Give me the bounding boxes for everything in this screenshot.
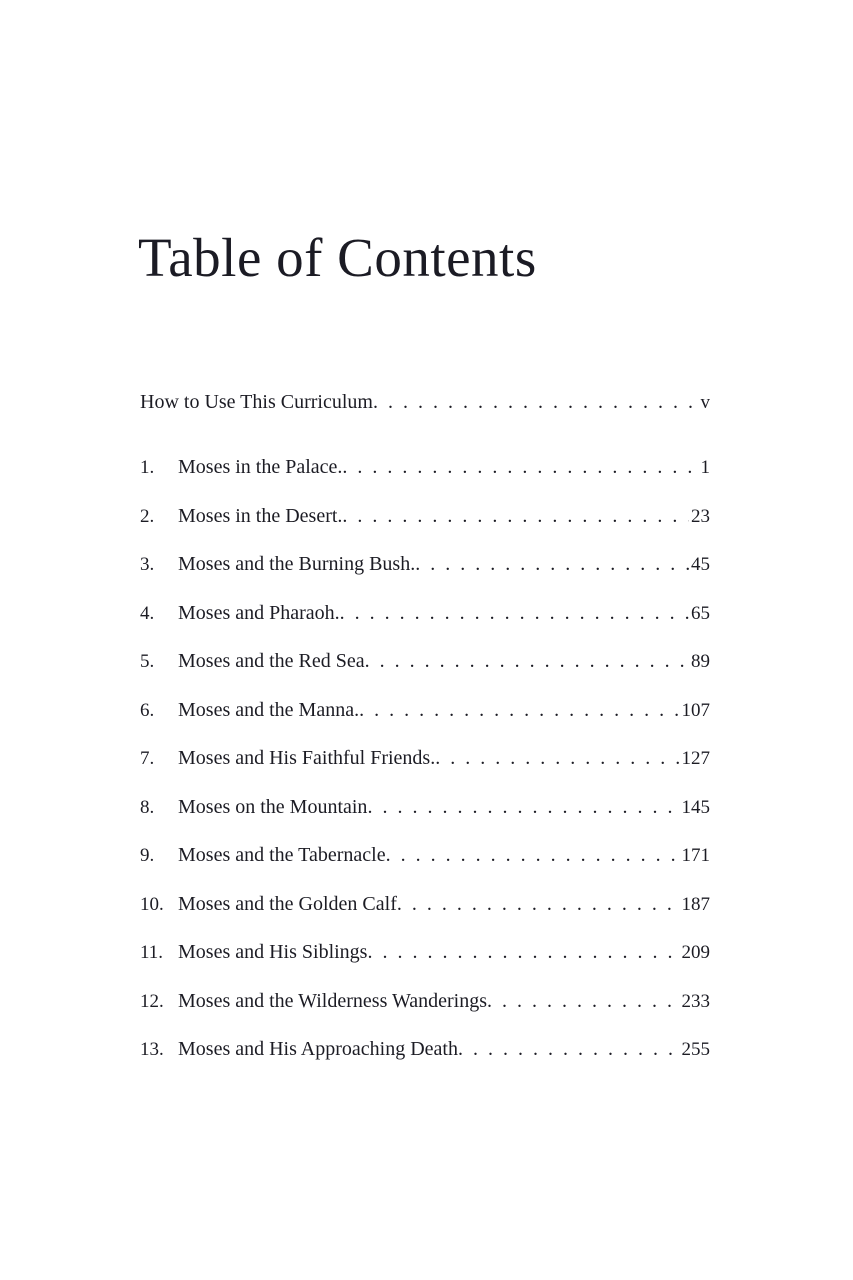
toc-page-number: 23 <box>691 505 710 527</box>
toc-row <box>140 893 710 916</box>
toc-entry-number: 11. <box>140 942 164 963</box>
toc-page-number: 107 <box>681 699 710 721</box>
toc-entry-number: 2. <box>140 505 155 527</box>
dot-leader <box>415 553 689 575</box>
dot-leader <box>367 941 679 963</box>
toc-row <box>140 747 710 770</box>
toc-entry-title: Moses and the Tabernacle <box>178 844 386 866</box>
toc-entry-title: Moses and His Faithful Friends. <box>178 747 436 769</box>
toc-page-number: 233 <box>681 990 710 1012</box>
toc-entry-number: 3. <box>140 554 155 575</box>
toc-entry-title: Moses and His Approaching Death <box>178 1038 458 1060</box>
dot-leader <box>342 456 696 478</box>
toc-page-number: 255 <box>681 1039 710 1060</box>
dot-leader <box>373 391 696 413</box>
dot-leader <box>386 844 680 866</box>
toc-entry-number: 6. <box>140 699 155 721</box>
toc-row <box>140 456 710 479</box>
dot-leader <box>342 505 689 527</box>
toc-entry-title: Moses and the Red Sea <box>178 650 365 672</box>
toc-row <box>140 941 710 964</box>
toc-entry-title: Moses and His Siblings <box>178 941 368 963</box>
toc-row <box>140 844 710 867</box>
dot-leader <box>340 602 689 624</box>
toc-entry-number: 5. <box>140 651 155 672</box>
toc-row <box>140 699 710 722</box>
toc-page-number: 65 <box>691 602 710 624</box>
toc-row <box>140 990 710 1013</box>
toc-entry-title: Moses and the Burning Bush. <box>178 553 416 575</box>
toc-page-number: 45 <box>691 554 710 575</box>
toc-entry-number: 10. <box>140 893 164 915</box>
dot-leader <box>397 893 680 915</box>
dot-leader <box>435 747 679 769</box>
table-of-contents <box>140 391 710 1087</box>
toc-row <box>140 505 710 528</box>
toc-page-number: 209 <box>681 942 710 963</box>
toc-entry-number: 8. <box>140 796 155 818</box>
toc-row <box>140 553 710 576</box>
toc-entry-title: Moses and the Golden Calf <box>178 892 397 915</box>
toc-row <box>140 1038 710 1061</box>
toc-entry-number: 9. <box>140 845 155 866</box>
toc-entry-number: 4. <box>140 602 155 624</box>
toc-page-number: 145 <box>681 796 710 818</box>
toc-entry-title: Moses and the Wilderness Wanderings <box>178 989 488 1012</box>
dot-leader <box>359 699 679 721</box>
toc-page-number: 1 <box>700 457 710 478</box>
toc-page-number: 89 <box>691 651 710 672</box>
page-title: Table of Contents <box>138 227 537 288</box>
toc-entry-number: 7. <box>140 748 155 769</box>
dot-leader <box>458 1038 680 1060</box>
toc-page-number: v <box>700 392 710 413</box>
toc-row-front-matter <box>140 391 710 414</box>
toc-row <box>140 796 710 819</box>
toc-entry-number: 13. <box>140 1039 164 1060</box>
toc-entry-number: 1. <box>140 457 155 478</box>
dot-leader <box>487 990 679 1012</box>
toc-page-number: 187 <box>681 893 710 915</box>
toc-entry-title: Moses and Pharaoh. <box>178 601 340 624</box>
toc-entry-title: Moses on the Mountain <box>178 795 368 818</box>
toc-page-number: 171 <box>681 845 710 866</box>
toc-page-number: 127 <box>681 748 710 769</box>
toc-entry-title: How to Use This Curriculum <box>140 391 373 413</box>
toc-row <box>140 602 710 625</box>
toc-entry-title: Moses in the Desert. <box>178 504 343 527</box>
dot-leader <box>365 650 689 672</box>
toc-entry-number: 12. <box>140 990 164 1012</box>
toc-entry-title: Moses and the Manna. <box>178 698 360 721</box>
dot-leader <box>367 796 679 818</box>
toc-row <box>140 650 710 673</box>
toc-entry-title: Moses in the Palace. <box>178 456 343 478</box>
